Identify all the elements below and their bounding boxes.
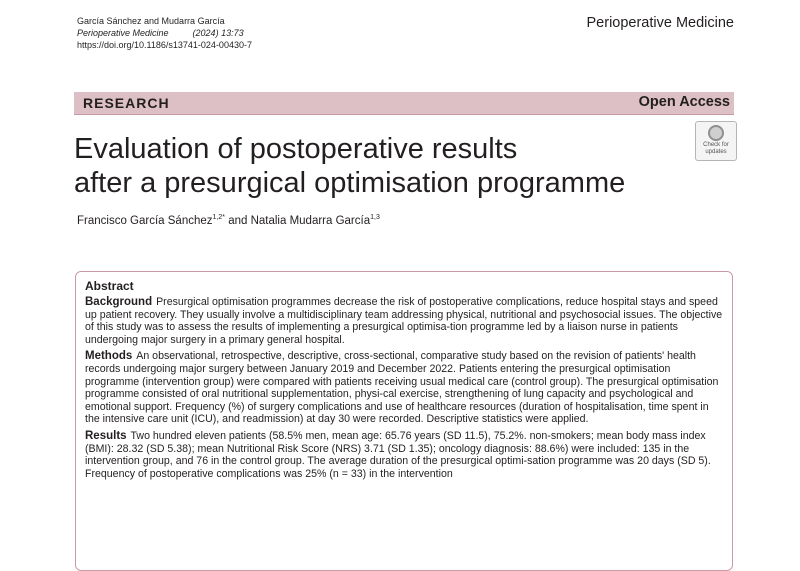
journal-short-name: Perioperative Medicine (77, 28, 169, 38)
section-label: RESEARCH (83, 95, 170, 111)
methods-text: An observational, retrospective, descriptive, cross-sectional, comparative study based on the revision of patients' health records undergoing major surgery between January 2019 and December 2022. Patients entering the presurgical optimisation programme (intervention group) were compared with patients receiving usual medical care (control group). The presurgical optimisation programme consisted of oral nutritional supplementation, physi-cal exercise, strengthening of lung capacity and psychological and emotional support. Frequency (%) of surgery complications and use of healthcare resources (duration of hospitalisation, time spent in the intensive care unit (ICU), and readmission) at day 30 were recorded. Descriptive statistics were applied. (85, 350, 719, 426)
author-2[interactable]: Natalia Mudarra García (250, 214, 371, 227)
title-line-2: after a presurgical optimisation programme (74, 167, 626, 199)
running-authors: García Sánchez and Mudarra García (77, 16, 225, 26)
author-1[interactable]: Francisco García Sánchez (77, 214, 213, 227)
check-updates-icon (708, 125, 724, 141)
results-label: Results (85, 429, 127, 442)
doi-link[interactable]: https://doi.org/10.1186/s13741-024-00430-7 (77, 40, 252, 50)
methods-label: Methods (85, 350, 133, 363)
abstract-methods (85, 350, 723, 426)
check-for-updates-button[interactable] (695, 121, 737, 161)
article-title (74, 132, 694, 200)
abstract-heading: Abstract (85, 279, 134, 293)
author-2-affiliation: 1,3 (370, 214, 380, 221)
title-line-1: Evaluation of postoperative results (74, 133, 518, 165)
abstract-box (75, 271, 733, 571)
journal-citation (77, 27, 252, 39)
open-access-label: Open Access (638, 94, 730, 110)
year-volume: (2024) 13:73 (192, 28, 244, 38)
check-updates-line1: Check for (703, 142, 729, 148)
journal-name: Perioperative Medicine (586, 15, 734, 31)
abstract-results (85, 430, 723, 480)
background-label: Background (85, 296, 153, 308)
check-updates-line2: updates (705, 149, 727, 155)
results-text: Two hundred eleven patients (58.5% men, mean age: 65.76 years (SD 11.5), 75.2%. non-smokers; mean body mass index (BMI): 28.32 (SD 5.38); mean Nutritional Risk Score (NRS) 3.71 (SD 1.35); oncology diagnosis: 88.6%) were included: 135 in the intervention group, and 76 in the control group. The average duration of the presurgical optimi-sation programme was 20 days (SD 5). Frequency of postoperative complications was 25% (n = 33) in the intervention (85, 429, 711, 480)
author-connector: and (228, 214, 248, 227)
abstract-background (85, 296, 723, 346)
section-banner (74, 92, 734, 115)
article-meta (77, 15, 252, 51)
author-list (77, 214, 380, 227)
author-1-affiliation: 1,2* (212, 214, 225, 221)
background-text: Presurgical optimisation programmes decrease the risk of postoperative complications, reduce hospital stays and speed up patient recovery. They usually involve a multidisciplinary team addressing physical, nutritional and psychosocial issues. The objective of this study was to assess the results of implementing a presurgical optimisa-tion programme led by a liaison nurse in patients undergoing major surgery in a primary general hospital. (85, 296, 723, 346)
